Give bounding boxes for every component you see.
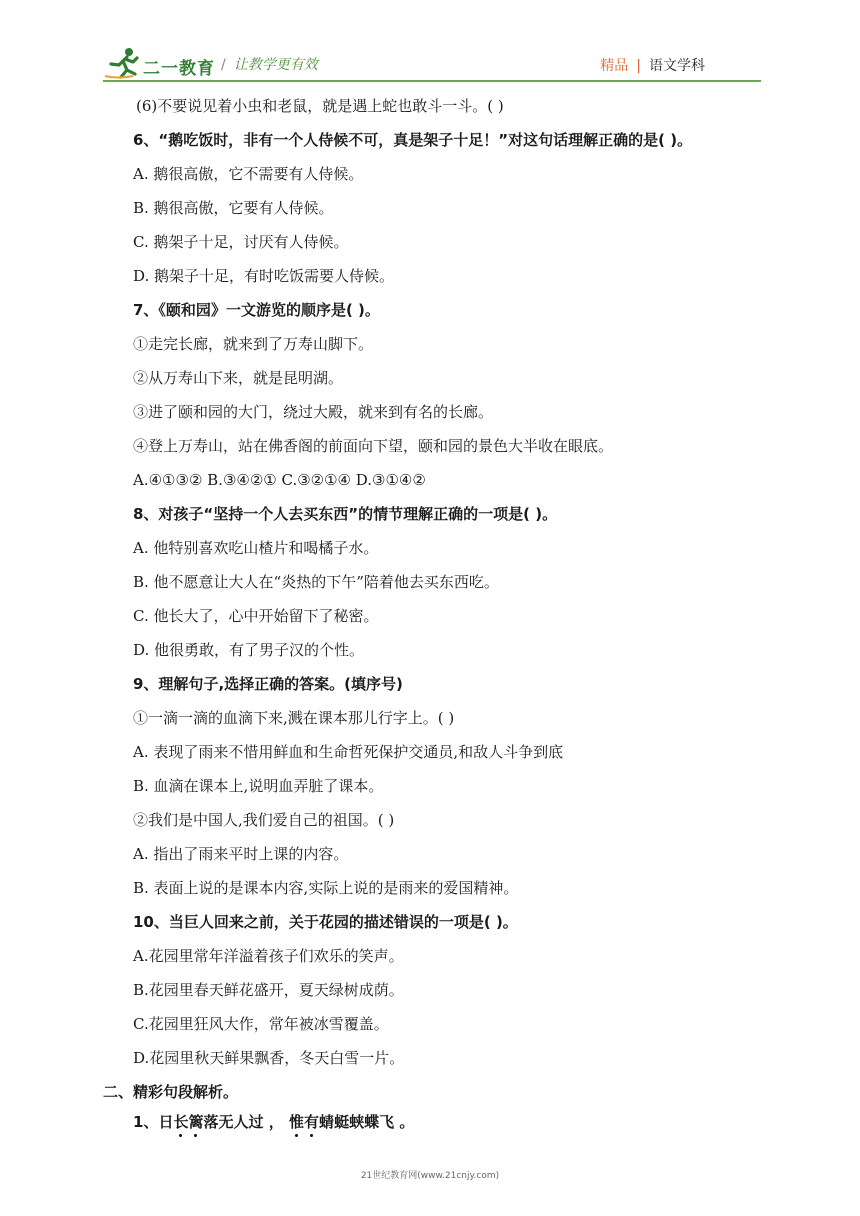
badge-separator: |	[636, 58, 641, 74]
poem-char: 蜓	[334, 1113, 350, 1131]
text-line: ④登上万寿山，站在佛香阁的前面向下望，颐和园的景色大半收在眼底。	[133, 437, 614, 455]
section-heading: 二、精彩句段解析。	[103, 1083, 239, 1101]
option-line: D. 鹅架子十足，有时吃饭需要人侍候。	[133, 267, 395, 285]
option-line: B. 鹅很高傲，它要有人侍候。	[133, 199, 334, 217]
badge-quality: 精品	[600, 58, 629, 74]
option-line: A.④①③② B.③④②① C.③②①④ D.③①④②	[133, 471, 426, 489]
question-heading: 9、理解句子,选择正确的答案。(填序号)	[133, 675, 403, 693]
option-line: A. 鹅很高傲，它不需要有人侍候。	[133, 165, 364, 183]
option-line: C. 他长大了，心中开始留下了秘密。	[133, 607, 379, 625]
question-heading: 8、对孩子“坚持一个人去买东西”的情节理解正确的一项是( )。	[133, 505, 558, 523]
page-footer: 21世纪教育网(www.21cnjy.com)	[360, 1171, 500, 1181]
option-line: B. 血滴在课本上,说明血弄脏了课本。	[133, 777, 384, 795]
text-line: ①一滴一滴的血滴下来,溅在课本那儿行字上。( )	[133, 709, 455, 727]
poem-char: 有	[304, 1113, 320, 1131]
poem-line	[133, 1111, 414, 1133]
poem-char: ，	[263, 1113, 284, 1131]
option-line: B.花园里春天鲜花盛开，夏天绿树成荫。	[133, 981, 404, 999]
poem-char: 落	[203, 1113, 219, 1131]
text-line: ①走完长廊，就来到了万寿山脚下。	[133, 335, 374, 353]
poem-char: 过	[248, 1113, 264, 1131]
header-badge	[600, 55, 705, 75]
option-line: D. 他很勇敢，有了男子汉的个性。	[133, 641, 365, 659]
poem-char: 。	[399, 1113, 415, 1131]
option-line: B. 他不愿意让大人在“炎热的下午”陪着他去买东西吃。	[133, 573, 499, 591]
poem-number: 1、	[133, 1113, 159, 1131]
poem-char: 惟	[289, 1113, 305, 1131]
slogan	[221, 54, 318, 74]
text-line: ②我们是中国人,我们爱自己的祖国。( )	[133, 811, 395, 829]
question-heading: 10、当巨人回来之前，关于花园的描述错误的一项是( )。	[133, 913, 518, 931]
brand-name: 二一教育	[143, 59, 215, 79]
text-line: ②从万寿山下来，就是昆明湖。	[133, 369, 344, 387]
option-line: A. 他特别喜欢吃山楂片和喝橘子水。	[133, 539, 379, 557]
option-line: C. 鹅架子十足，讨厌有人侍候。	[133, 233, 349, 251]
poem-char: 长	[173, 1113, 189, 1131]
poem-char: 人	[233, 1113, 249, 1131]
option-line: D.花园里秋天鲜果飘香，冬天白雪一片。	[133, 1049, 405, 1067]
page-header	[103, 46, 763, 80]
option-line: A. 指出了雨来平时上课的内容。	[133, 845, 349, 863]
badge-subject: 语文学科	[649, 58, 705, 74]
poem-char: 篱	[188, 1113, 204, 1131]
poem-char: 日	[158, 1113, 174, 1131]
poem-char: 飞	[379, 1113, 395, 1131]
option-line: A.花园里常年洋溢着孩子们欢乐的笑声。	[133, 947, 404, 965]
question-heading: 7、《颐和园》一文游览的顺序是( )。	[133, 301, 380, 319]
option-line: B. 表面上说的是课本内容,实际上说的是雨来的爱国精神。	[133, 879, 519, 897]
poem-char: 蝶	[364, 1113, 380, 1131]
question-heading: 6、“鹅吃饭时，非有一个人侍候不可，真是架子十足！”对这句话理解正确的是( )。	[133, 131, 693, 149]
poem-char: 无	[218, 1113, 234, 1131]
option-line: C.花园里狂风大作，常年被冰雪覆盖。	[133, 1015, 389, 1033]
slogan-text: 让教学更有效	[233, 57, 318, 73]
poem-char: 蜻	[319, 1113, 335, 1131]
text-line: ③进了颐和园的大门，绕过大殿，就来到有名的长廊。	[133, 403, 494, 421]
poem-char: 蛱	[349, 1113, 365, 1131]
text-line: (6)不要说见着小虫和老鼠，就是遇上蛇也敢斗一斗。( )	[136, 97, 504, 115]
slogan-separator: /	[221, 57, 226, 73]
option-line: A. 表现了雨来不惜用鲜血和生命哲死保护交通员,和敌人斗争到底	[133, 743, 564, 761]
header-divider	[103, 80, 761, 82]
running-man-icon	[103, 46, 143, 80]
